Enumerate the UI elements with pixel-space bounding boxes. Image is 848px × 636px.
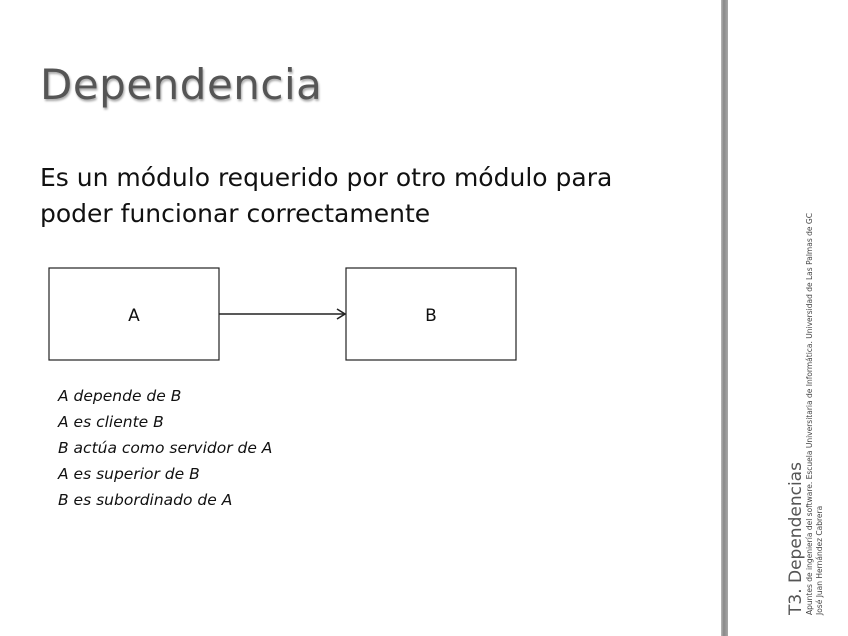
course-footer: Apuntes de ingeniería del software. Escuela Universitaria de Informática. Universidad de Las Palmas de GC bbox=[805, 213, 814, 615]
node-b-label: B bbox=[425, 306, 437, 326]
dependency-notes bbox=[58, 383, 272, 513]
node-a bbox=[49, 268, 219, 360]
side-caption bbox=[787, 35, 825, 615]
note-item: B es subordinado de A bbox=[58, 491, 233, 509]
note-item: B actúa como servidor de A bbox=[58, 439, 273, 457]
dependency-arrow bbox=[219, 309, 345, 319]
note-item: A es superior de B bbox=[58, 465, 200, 483]
body-line-1: Es un módulo requerido por otro módulo para bbox=[40, 163, 613, 192]
section-title: T3. Dependencias bbox=[786, 462, 806, 615]
note-item: A es cliente B bbox=[58, 413, 164, 431]
slide-title: Dependencia bbox=[40, 60, 323, 109]
side-divider-bar bbox=[721, 0, 728, 636]
node-b bbox=[346, 268, 516, 360]
author-name: José Juan Hernández Cabrera bbox=[815, 505, 824, 615]
note-item: A depende de B bbox=[58, 387, 182, 405]
node-a-label: A bbox=[128, 306, 140, 326]
body-line-2: poder funcionar correctamente bbox=[40, 199, 431, 228]
